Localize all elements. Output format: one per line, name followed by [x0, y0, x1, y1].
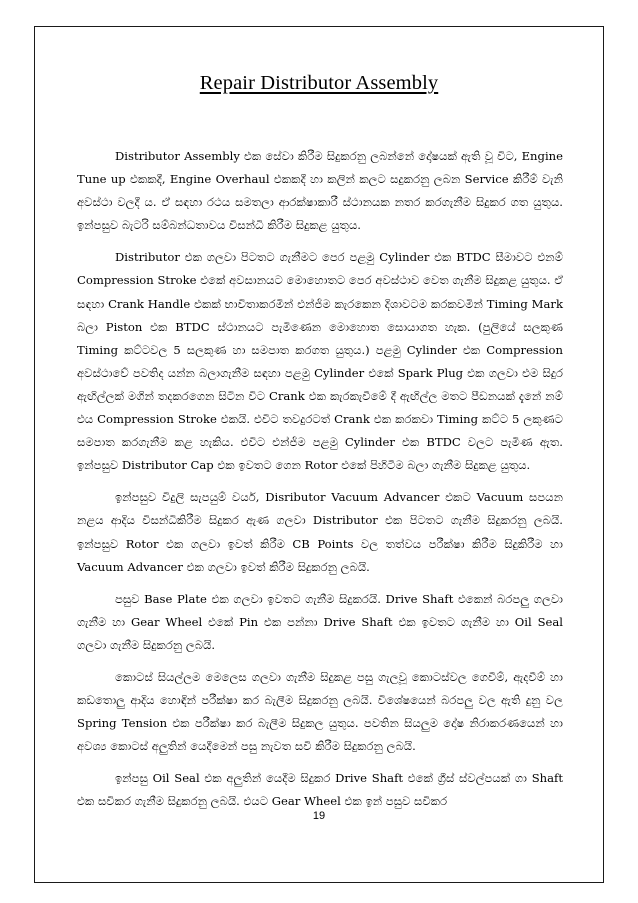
- paragraph-inspection: කොටස් සියල්ලම මෙලෙස ගලවා ගැනීම සිදුකළ පසු ගැලවූ කොටස්වල ගෙවීම්, ඇදවීම් හා කඩතොලු ආදිය හොඳින් පරීක්ෂා කර බැලීම සිදුකරනු ලබයි. විශේෂයෙන් බරපලු වල ඇති දුනු වල Spring Tension එක පරීක්ෂා කර බැලීම සිදුකල යුතුය. පවතින සියලුම දෝෂ නිරාකරණයෙන් හා අවශ්‍ය කොටස් අලුතින් යෙදීමෙන් පසු නැවත සවි කිරීම සිදුකරනු ලබයි.: [77, 669, 563, 754]
- page-title: Repair Distributor Assembly: [199, 72, 439, 94]
- paragraph-remove-distributor: Distributor එක ගලවා පිටතට ගැනීමට පෙර පළමු Cylinder එක BTDC සීමාවට එනම් Compression Stroke එකේ අවසානයට මොහොතට පෙර අවස්ථාව වෙත ගැනීම සිදුකළ යුතුය. ඒ සඳහා Crank Handle එකක් භාවිතාකරමින් එන්ජිම කැරකෙන දිශාවටම කරකවමින් Timing Mark බලා Piston එක BTDC ස්ථානයට පැමිණෙන මොහොත සොයාගත හැක. (පුලියේ සලකුණ Timing කට්ටවල 5 සලකුණ හා සමපාත කරගත යුතුය.) පළමු Cylinder එක Compression අවස්ථාවේ පවතිද යන්න බලාගැනීම සඳහා පළමු Cylinder එකේ Spark Plug එක ගලවා එම සිදුර ඇඟිල්ලක් මගින් තදකරගෙන සිටින විට Crank එක කැරකැවීමේ දී ඇඟිල්ල මතට පීඩනයක් දැනේ නම් එය Compression Stroke එකයි. එවිට තවදුරටත් Crank එක කරකවා Timing කට්ට 5 ලකුණට සමපාත කරගැනීම කළ හැකිය. එවිට එන්ජිම පළමු Cylinder එක BTDC වලට පැමිණ ඇත. ඉන්පසුව Distributor Cap එක ඉවතට ගෙන Rotor එකේ පිහිටීම බලා ගැනීම සිදුකළ යුතුය.: [77, 250, 563, 473]
- body-text: [77, 145, 563, 823]
- paragraph-disconnect: ඉන්පසුව විදුලි සැපයුම් වයර්, Disributor Vacuum Advancer එකට Vacuum සපයන නළය ආදිය විසන්ධිකිරීම සිදුකර ඇණ ගලවා Distributor එක පිටතට ගැනීම සිදුකරනු ලබයි. ඉන්පසුව Rotor එක ගලවා ඉවත් කිරීම CB Points වල තත්වය පරීක්ෂා කිරීම සිදුකිරීම හා Vacuum Advancer එක ගලවා ඉවත් කිරීම සිදුකරනු ලබයි.: [77, 490, 563, 574]
- paragraph-intro: Distributor Assembly එක සේවා කිරීම සිදුකරනු ලබන්නේ දෝෂයක් ඇති වූ විට, Engine Tune up එකකදී, Engine Overhaul එකකදී හා කලින් කලට සදුකරනු ලබන Service කිරීම් වැනි අවස්ථා වලදී ය. ඒ සඳහා රථය සමතලා ආරක්ෂාකාරී ස්ථානයක නතර කරගැනීම සිදුකර ගත යුතුය. ඉන්පසුව බැටරි සම්බන්ධතාවය විසන්ධි කිරීම සිදුකළ යුතුය.: [77, 149, 563, 233]
- paragraph-base-plate: පසුව Base Plate එක ගලවා ඉවතට ගැනීම සිදුකරයි. Drive Shaft එකෙන් බරපලු ගලවා ගැනීම හා Gear Wheel එකේ Pin එක පන්නා Drive Shaft එක ඉවතට ගැනීම හා Oil Seal ගලවා ගැනීම සිදුකරනු ලබයි.: [77, 591, 563, 652]
- page-number: 19: [312, 810, 326, 822]
- paragraph-reassembly: ඉන්පසු Oil Seal එක අලුතින් යෙදීම සිදුකර Drive Shaft එකේ ග්‍රීස් ස්වල්පයක් ගා Shaft එක සවිකර ගැනීම සිදුකරනු ලබයි. එයට Gear Wheel එක ඉන් පසුව සවිකර: [77, 771, 563, 809]
